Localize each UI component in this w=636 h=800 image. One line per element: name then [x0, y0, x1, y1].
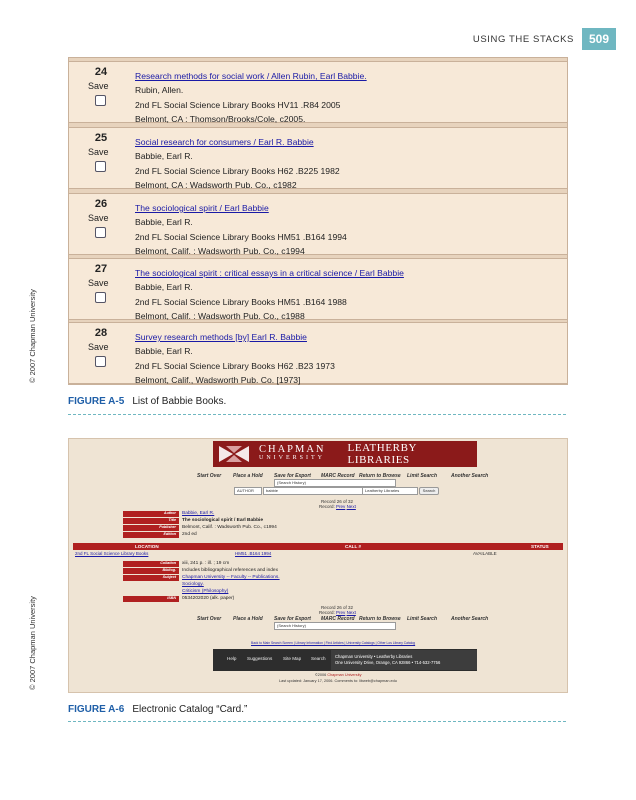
collation-value: xiii, 241 p. : ill. ; 19 cm [182, 560, 230, 566]
edition-value: 2nd ed [182, 531, 197, 537]
record-author: Babbie, Earl R. [135, 282, 193, 293]
nav-marc-record[interactable]: MARC Record [321, 616, 355, 622]
record-28 [69, 322, 567, 384]
record-publication: Belmont, CA : Wadsworth Pub. Co., c1982 [135, 179, 297, 190]
record-title-link[interactable]: The sociological spirit : critical essays in a critical science / Earl Babbie [135, 268, 404, 278]
title-value: The sociological spirit / Earl Babbie [182, 517, 264, 523]
nav-start-over[interactable]: Start Over [197, 473, 222, 479]
save-label: Save [88, 278, 109, 288]
collation-label: Collation [123, 561, 179, 567]
footer-suggestions-button[interactable]: Suggestions [247, 656, 273, 661]
figure-a6-caption [68, 704, 247, 715]
last-updated: Last updated: January 17, 2006. Comments to: libweb@chapman.edu [279, 679, 397, 683]
subject-link[interactable]: Chapman University -- Faculty -- Publications. [182, 574, 280, 580]
author-label: Author [123, 511, 179, 517]
library-banner [213, 441, 477, 467]
record-27 [69, 258, 567, 320]
holdings-call-link[interactable]: HM51 .B164 1994 [235, 551, 272, 556]
record-location: 2nd FL Social Science Library Books HV11 .R84 2005 [135, 99, 341, 110]
figure-credit: © 2007 Chapman University [28, 289, 37, 383]
record-publication: Belmont, Calif. : Wadsworth Pub. Co., c1988 [135, 310, 305, 321]
isbn-value: 0534202020 (alk. paper) [182, 595, 235, 601]
holdings-status: AVAILABLE [473, 551, 497, 556]
nav-save-export[interactable]: Save for Export [274, 616, 311, 622]
bibliog-label: Bibliog. [123, 568, 179, 574]
record-location: 2nd FL Social Science Library Books H62 .B23 1973 [135, 360, 335, 371]
figure-a6-screenshot [68, 438, 568, 693]
page-number: 509 [582, 28, 616, 50]
record-number: 24 [94, 66, 108, 78]
nav-place-hold[interactable]: Place a Hold [233, 616, 263, 622]
record-25 [69, 127, 567, 189]
copyright-link[interactable]: Chapman University [327, 673, 362, 677]
record-title-link[interactable]: Social research for consumers / Earl R. Babbie [135, 137, 314, 147]
title-label: Title [123, 518, 179, 524]
caption-rule [68, 721, 566, 722]
save-checkbox[interactable] [95, 356, 106, 367]
record-number: 25 [94, 132, 108, 144]
nav-limit-search[interactable]: Limit Search [407, 616, 438, 622]
footer-help-button[interactable]: Help [227, 656, 237, 661]
isbn-label: ISBN [123, 596, 179, 602]
caption-text: List of Babbie Books. [132, 396, 227, 407]
record-number: 27 [94, 263, 108, 275]
search-history-select[interactable]: (Search History) [274, 479, 396, 487]
save-checkbox[interactable] [95, 227, 106, 238]
nav-return-browse[interactable]: Return to Browse [359, 473, 401, 479]
caption-text: Electronic Catalog “Card.” [132, 704, 248, 715]
holdings-header [73, 543, 563, 550]
chapman-wordmark: CHAPMAN UNIVERSITY [259, 444, 326, 461]
nav-start-over[interactable]: Start Over [197, 616, 222, 622]
record-author: Rubin, Allen. [135, 85, 184, 96]
record-title-link[interactable]: Research methods for social work / Allen Rubin, Earl Babbie. [135, 71, 367, 81]
footer-address-line1: Chapman University • Leatherby Libraries [335, 654, 413, 659]
caption-rule [68, 414, 566, 415]
search-history-select[interactable]: (Search History) [274, 622, 396, 630]
save-checkbox[interactable] [95, 292, 106, 303]
record-nav: Record: Prev Next [319, 504, 356, 509]
status-header: STATUS [531, 544, 549, 549]
nav-save-export[interactable]: Save for Export [274, 473, 311, 479]
library-name: LEATHERBY LIBRARIES [347, 442, 417, 466]
nav-return-browse[interactable]: Return to Browse [359, 616, 401, 622]
subject-label: Subject [123, 575, 179, 581]
bibliog-value: Includes bibliographical references and index [182, 567, 278, 573]
figure-credit: © 2007 Chapman University [28, 596, 37, 690]
search-scope-select[interactable]: Leatherby Libraries [362, 487, 418, 495]
nav-limit-search[interactable]: Limit Search [407, 473, 438, 479]
subject-link[interactable]: Sociology. [182, 581, 204, 587]
record-publication: Belmont, Calif. : Wadsworth Pub. Co., c1994 [135, 245, 305, 256]
footer-sitemap-button[interactable]: Site Map [283, 656, 302, 661]
publisher-label: Publisher [123, 525, 179, 531]
record-title-link[interactable]: Survey research methods [by] Earl R. Babbie [135, 332, 307, 342]
save-checkbox[interactable] [95, 161, 106, 172]
nav-marc-record[interactable]: MARC Record [321, 473, 355, 479]
publisher-value: Belmont, Calif. : Wadsworth Pub. Co., c1994 [182, 524, 277, 530]
record-author: Babbie, Earl R. [135, 217, 193, 228]
subject-link[interactable]: Criticism (Philosophy) [182, 588, 229, 594]
next-link[interactable]: Next [346, 610, 356, 615]
record-author: Babbie, Earl R. [135, 151, 193, 162]
author-link[interactable]: Babbie, Earl R. [182, 510, 215, 516]
save-label: Save [88, 342, 109, 352]
edition-label: Edition [123, 532, 179, 538]
search-button[interactable]: Search [419, 487, 439, 495]
figure-a5-caption [68, 396, 226, 407]
record-title-link[interactable]: The sociological spirit / Earl Babbie [135, 203, 269, 213]
record-nav-bottom: Record: Prev Next [319, 610, 356, 615]
footer-address-line2: One University Drive, Orange, CA 92866 • 714-532-7756 [335, 660, 441, 665]
record-publication: Belmont, Calif., Wadsworth Pub. Co. [1973] [135, 374, 301, 385]
record-publication: Belmont, CA : Thomson/Brooks/Cole, c2005. [135, 113, 306, 124]
save-label: Save [88, 147, 109, 157]
search-term-input[interactable]: babbie [263, 487, 363, 495]
save-checkbox[interactable] [95, 95, 106, 106]
nav-place-hold[interactable]: Place a Hold [233, 473, 263, 479]
record-count-bottom: Record 26 of 32 [321, 605, 354, 610]
record-author: Babbie, Earl R. [135, 346, 193, 357]
holdings-location-link[interactable]: 2nd FL Social Science Library Books [75, 551, 149, 556]
record-24 [69, 61, 567, 123]
call-header: CALL # [345, 544, 361, 549]
figure-a5-screenshot [68, 57, 568, 385]
page-header [473, 28, 616, 50]
record-count: Record 26 of 32 [321, 499, 354, 504]
location-header: LOCATION [135, 544, 159, 549]
next-link[interactable]: Next [346, 504, 356, 509]
search-field-select[interactable]: AUTHOR [234, 487, 262, 495]
record-location: 2nd FL Social Science Library Books HM51 .B164 1988 [135, 296, 347, 307]
nav-another-search[interactable]: Another Search [451, 616, 489, 622]
footer-search-button[interactable]: Search [311, 656, 326, 661]
record-location: 2nd FL Social Science Library Books H62 .B225 1982 [135, 165, 340, 176]
record-number: 28 [94, 327, 108, 339]
record-location: 2nd FL Social Science Library Books HM51 .B164 1994 [135, 231, 347, 242]
footer-links[interactable]: Back to Main Search Screen | Library Information | Find Articles | University Catalogs | Other Los Library Catalog [251, 641, 416, 645]
prev-link[interactable]: Prev [336, 610, 346, 615]
prev-link[interactable]: Prev [336, 504, 346, 509]
save-label: Save [88, 213, 109, 223]
nav-another-search[interactable]: Another Search [451, 473, 489, 479]
record-26 [69, 193, 567, 255]
record-number: 26 [94, 198, 108, 210]
caption-label: FIGURE A-6 [68, 704, 125, 715]
site-footer [213, 649, 477, 671]
chapman-logo-icon [217, 444, 251, 464]
caption-label: FIGURE A-5 [68, 396, 125, 407]
save-label: Save [88, 81, 109, 91]
running-head: USING THE STACKS [472, 33, 574, 45]
copyright-line: ©2006 Chapman University [315, 673, 362, 677]
